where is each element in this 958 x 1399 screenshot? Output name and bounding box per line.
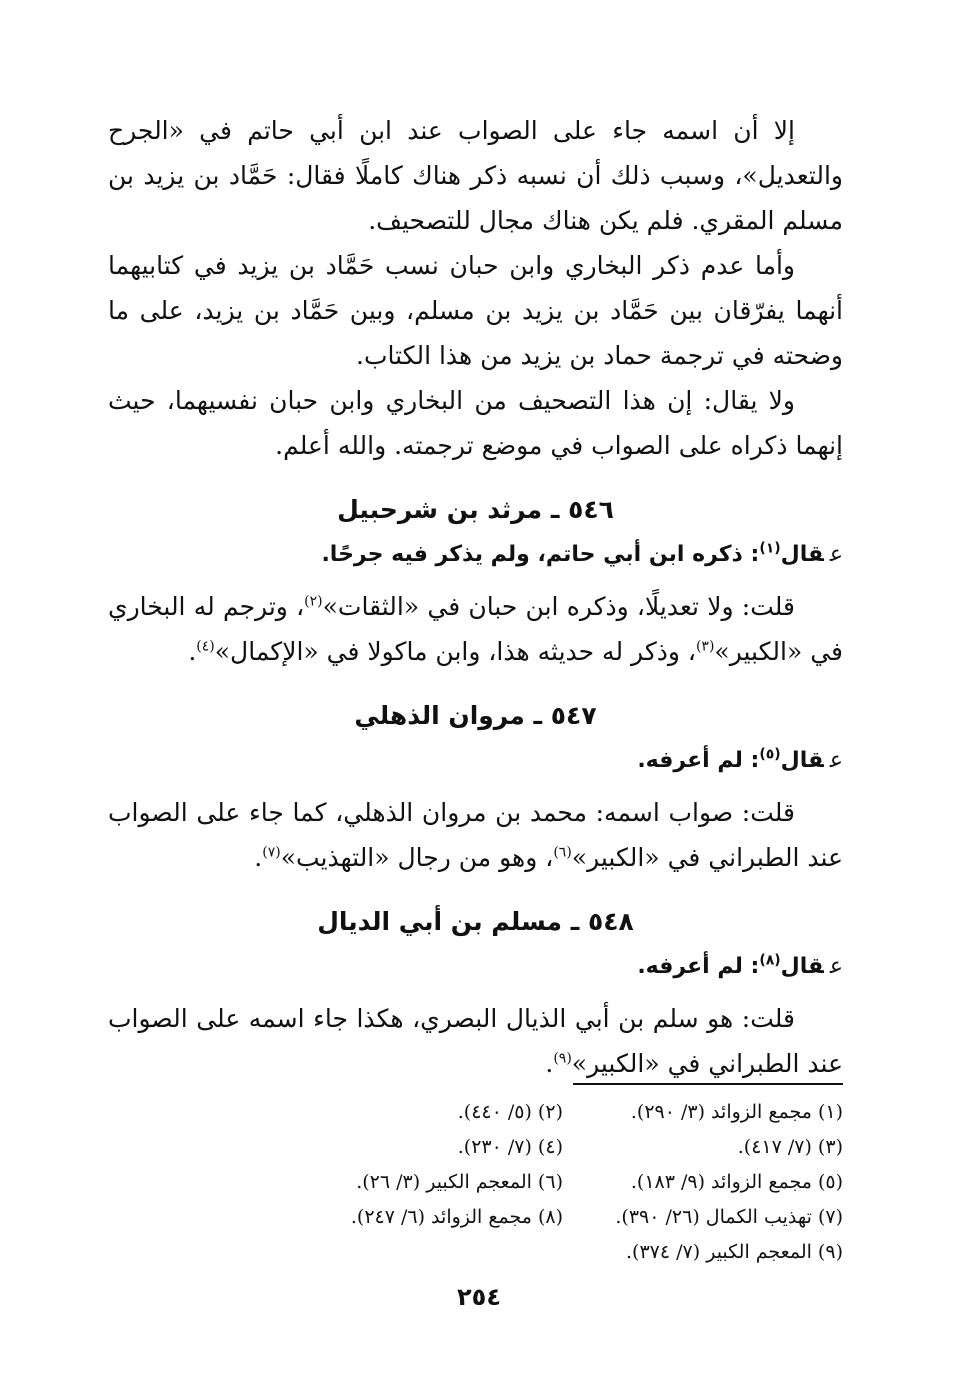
source-mark: ع bbox=[829, 954, 843, 979]
footnote-ref: (٤) bbox=[196, 638, 215, 655]
footnote-ref: (١) bbox=[759, 540, 781, 557]
footnote-ref: (٢) bbox=[304, 593, 323, 610]
footnote-ref: (٣) bbox=[695, 638, 715, 655]
footnote: (٧) تهذيب الكمال (٢٦/ ٣٩٠). bbox=[615, 1206, 843, 1228]
note-text: ، وترجم له البخاري في «الكبير» bbox=[108, 592, 843, 666]
qal-line bbox=[108, 740, 843, 782]
entry-heading: ٥٤٨ ـ مسلم بن أبي الديال bbox=[317, 907, 634, 936]
qal-text: : لم أعرفه. bbox=[637, 748, 760, 773]
entry-note bbox=[108, 996, 843, 1086]
note-text: قلت: صواب اسمه: محمد بن مروان الذهلي، كما جاء على الصواب عند الطبراني في «الكبير» bbox=[108, 798, 843, 872]
note-text: ، وهو من رجال «التهذيب» bbox=[280, 843, 554, 872]
qal-text: : لم أعرفه. bbox=[637, 954, 760, 979]
source-mark: ع bbox=[829, 542, 843, 567]
footnote: (٣) (٧/ ٤١٧). bbox=[737, 1136, 843, 1158]
footnotes bbox=[350, 1095, 843, 1270]
footnote-ref: (٩) bbox=[553, 1050, 572, 1067]
qal-label: قال bbox=[780, 954, 824, 979]
footnote-ref: (٦) bbox=[553, 844, 572, 861]
footnote: (١) مجمع الزوائد (٣/ ٢٩٠). bbox=[630, 1101, 843, 1123]
note-text: . bbox=[545, 1049, 554, 1078]
note-text: . bbox=[188, 637, 197, 666]
footnote-ref: (٥) bbox=[759, 746, 781, 763]
entry-note bbox=[108, 584, 843, 674]
footnote: (٥) مجمع الزوائد (٩/ ١٨٣). bbox=[630, 1171, 843, 1193]
main-text bbox=[108, 108, 843, 1086]
footnote: (٢) (٥/ ٤٤٠). bbox=[457, 1101, 563, 1123]
entry-note bbox=[108, 790, 843, 880]
qal-line bbox=[108, 534, 843, 576]
footnote: (٨) مجمع الزوائد (٦/ ٢٤٧). bbox=[350, 1206, 563, 1228]
footnote: (٦) المعجم الكبير (٣/ ٢٦). bbox=[356, 1171, 563, 1193]
qal-label: قال bbox=[780, 748, 824, 773]
paragraph: ولا يقال: إن هذا التصحيف من البخاري وابن حبان نفسيهما، حيث إنهما ذكراه على الصواب في موضع ترجمته. والله أعلم. bbox=[108, 386, 843, 460]
footnote-separator bbox=[573, 1083, 843, 1085]
footnote-ref: (٨) bbox=[759, 952, 781, 969]
qal-line bbox=[108, 946, 843, 988]
paragraph: وأما عدم ذكر البخاري وابن حبان نسب حَمَّاد بن يزيد في كتابيهما أنهما يفرّقان بين حَمَّاد بن يزيد بن مسلم، وبين حَمَّاد بن يزيد، على ما وضحته في ترجمة حماد بن يزيد من هذا الكتاب. bbox=[108, 251, 844, 370]
note-text: قلت: هو سلم بن أبي الذيال البصري، هكذا جاء اسمه على الصواب عند الطبراني في «الكبير» bbox=[108, 1004, 843, 1078]
note-text: ، وذكر له حديثه هذا، وابن ماكولا في «الإكمال» bbox=[214, 637, 696, 666]
source-mark: ع bbox=[829, 748, 843, 773]
page-number: ٢٥٤ bbox=[457, 1283, 501, 1311]
entry-heading: ٥٤٧ ـ مروان الذهلي bbox=[354, 701, 597, 730]
note-text: قلت: ولا تعديلًا، وذكره ابن حبان في «الثقات» bbox=[322, 592, 795, 621]
footnote: (٩) المعجم الكبير (٧/ ٣٧٤). bbox=[626, 1241, 843, 1263]
qal-text: : ذكره ابن أبي حاتم، ولم يذكر فيه جرحًا. bbox=[321, 542, 760, 567]
footnote: (٤) (٧/ ٢٣٠). bbox=[457, 1136, 563, 1158]
qal-label: قال bbox=[780, 542, 824, 567]
paragraph: إلا أن اسمه جاء على الصواب عند ابن أبي حاتم في «الجرح والتعديل»، وسبب ذلك أن نسبه ذكر هناك كاملًا فقال: حَمَّاد بن يزيد بن مسلم المقري. فلم يكن هناك مجال للتصحيف. bbox=[108, 116, 843, 235]
note-text: . bbox=[254, 843, 263, 872]
entry-heading: ٥٤٦ ـ مرثد بن شرحبيل bbox=[337, 495, 614, 524]
footnote-ref: (٧) bbox=[262, 844, 281, 861]
